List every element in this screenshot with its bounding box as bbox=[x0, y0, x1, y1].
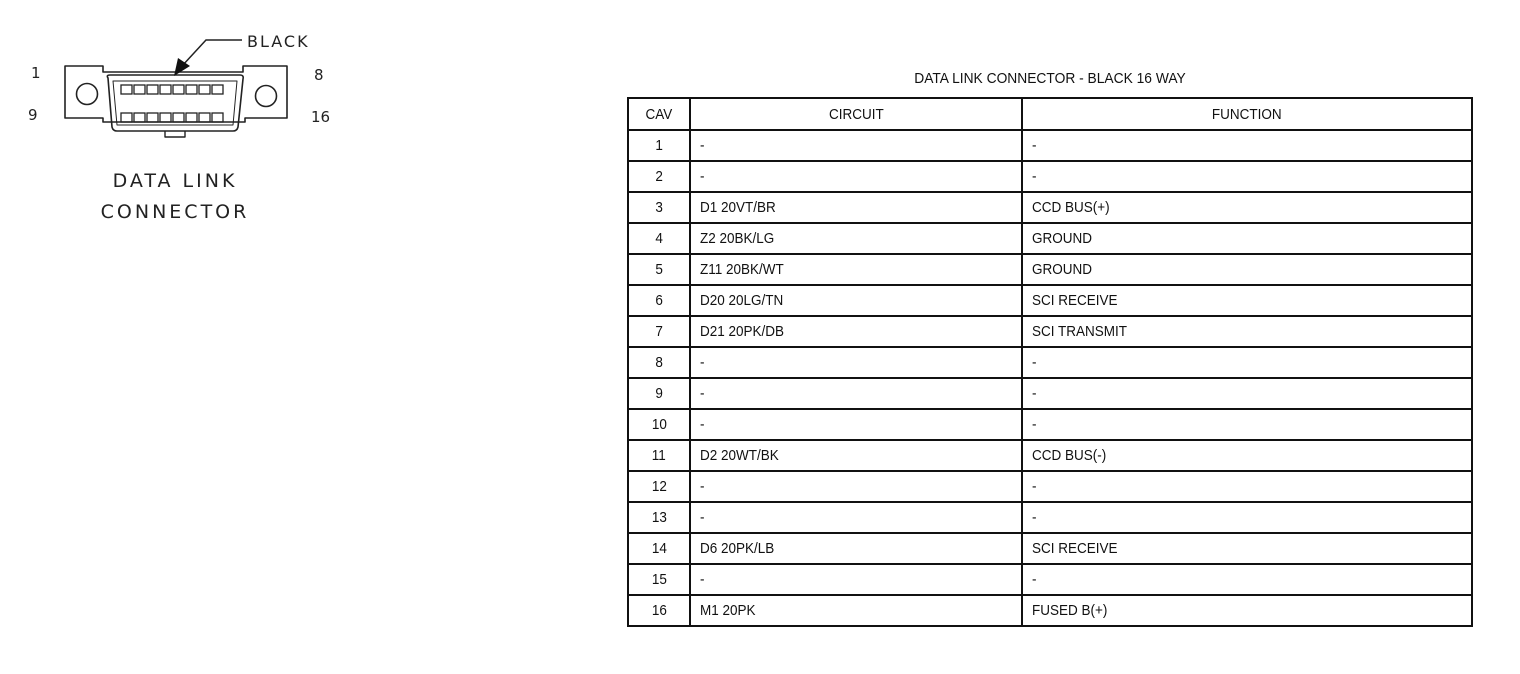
circuit-value: Z2 20BK/LG bbox=[700, 230, 775, 247]
table-row bbox=[628, 533, 1472, 564]
header-function bbox=[1022, 98, 1472, 130]
cell-circuit bbox=[690, 347, 1022, 378]
cell-function bbox=[1022, 440, 1472, 471]
caption-line: CONNECTOR bbox=[100, 201, 250, 223]
cell-cav bbox=[628, 347, 690, 378]
cell-circuit bbox=[690, 533, 1022, 564]
cav-value: 7 bbox=[655, 323, 663, 340]
table-row bbox=[628, 161, 1472, 192]
cell-function bbox=[1022, 161, 1472, 192]
cav-value: 3 bbox=[655, 199, 663, 216]
cell-cav bbox=[628, 161, 690, 192]
cav-value: 13 bbox=[651, 509, 667, 526]
table-title: DATA LINK CONNECTOR - BLACK 16 WAY bbox=[914, 70, 1186, 87]
cav-value: 1 bbox=[655, 137, 663, 154]
circuit-value: D1 20VT/BR bbox=[700, 199, 776, 216]
function-value: - bbox=[1032, 137, 1037, 154]
caption-line: DATA LINK bbox=[112, 170, 238, 192]
table-row bbox=[628, 223, 1472, 254]
cav-value: 8 bbox=[655, 354, 663, 371]
function-value: SCI RECEIVE bbox=[1032, 292, 1118, 309]
function-value: - bbox=[1032, 416, 1037, 433]
circuit-value: - bbox=[700, 571, 705, 588]
cell-function bbox=[1022, 595, 1472, 626]
circuit-value: - bbox=[700, 509, 705, 526]
cell-function bbox=[1022, 254, 1472, 285]
cell-circuit bbox=[690, 564, 1022, 595]
cell-cav bbox=[628, 316, 690, 347]
cell-circuit bbox=[690, 502, 1022, 533]
top-pin-row bbox=[121, 85, 223, 94]
cell-circuit bbox=[690, 409, 1022, 440]
header-circuit bbox=[690, 98, 1022, 130]
cav-value: 6 bbox=[655, 292, 663, 309]
cell-circuit bbox=[690, 378, 1022, 409]
table-row bbox=[628, 471, 1472, 502]
black-leader-arrow bbox=[174, 40, 242, 76]
table-row bbox=[628, 130, 1472, 161]
table-row bbox=[628, 409, 1472, 440]
cell-cav bbox=[628, 440, 690, 471]
header-circuit-label: CIRCUIT bbox=[828, 105, 884, 123]
function-value: - bbox=[1032, 509, 1037, 526]
cell-function bbox=[1022, 533, 1472, 564]
pin-label-top-right: 8 bbox=[314, 66, 324, 84]
left-mounting-hole bbox=[77, 84, 98, 105]
cav-value: 10 bbox=[651, 416, 667, 433]
cell-function bbox=[1022, 130, 1472, 161]
cell-function bbox=[1022, 347, 1472, 378]
circuit-value: - bbox=[700, 385, 705, 402]
circuit-value: - bbox=[700, 416, 705, 433]
connector-color-label: BLACK bbox=[247, 32, 310, 51]
table-header-row bbox=[628, 98, 1472, 130]
cell-circuit bbox=[690, 130, 1022, 161]
function-value: GROUND bbox=[1032, 261, 1093, 278]
header-cav-label: CAV bbox=[645, 105, 673, 123]
cell-cav bbox=[628, 192, 690, 223]
cell-circuit bbox=[690, 595, 1022, 626]
circuit-value: D20 20LG/TN bbox=[700, 292, 784, 309]
circuit-value: - bbox=[700, 168, 705, 185]
header-function-label: FUNCTION bbox=[1212, 105, 1282, 123]
pin-label-top-left: 1 bbox=[31, 64, 41, 82]
table-row bbox=[628, 440, 1472, 471]
circuit-value: D6 20PK/LB bbox=[700, 540, 775, 557]
pin-label-bottom-left: 9 bbox=[28, 106, 38, 124]
bottom-pin-row bbox=[121, 113, 223, 122]
cav-value: 12 bbox=[651, 478, 667, 495]
cav-value: 16 bbox=[651, 602, 667, 619]
table-row bbox=[628, 347, 1472, 378]
right-mounting-hole bbox=[256, 86, 277, 107]
table-row bbox=[628, 254, 1472, 285]
cell-function bbox=[1022, 564, 1472, 595]
cell-cav bbox=[628, 471, 690, 502]
table-row bbox=[628, 316, 1472, 347]
circuit-value: M1 20PK bbox=[700, 602, 756, 619]
function-value: SCI RECEIVE bbox=[1032, 540, 1118, 557]
header-cav bbox=[628, 98, 690, 130]
circuit-value: - bbox=[700, 354, 705, 371]
table-row bbox=[628, 564, 1472, 595]
circuit-value: Z11 20BK/WT bbox=[700, 261, 784, 278]
cell-function bbox=[1022, 471, 1472, 502]
table-row bbox=[628, 502, 1472, 533]
cell-function bbox=[1022, 223, 1472, 254]
pinout-table bbox=[627, 97, 1473, 627]
cell-cav bbox=[628, 564, 690, 595]
circuit-value: D21 20PK/DB bbox=[700, 323, 785, 340]
cell-function bbox=[1022, 409, 1472, 440]
cav-value: 9 bbox=[655, 385, 663, 402]
function-value: FUSED B(+) bbox=[1032, 602, 1108, 619]
circuit-value: D2 20WT/BK bbox=[700, 447, 779, 464]
function-value: CCD BUS(-) bbox=[1032, 447, 1107, 464]
cell-circuit bbox=[690, 316, 1022, 347]
table-row bbox=[628, 285, 1472, 316]
cell-cav bbox=[628, 254, 690, 285]
function-value: CCD BUS(+) bbox=[1032, 199, 1110, 216]
function-value: - bbox=[1032, 168, 1037, 185]
cell-function bbox=[1022, 378, 1472, 409]
function-value: - bbox=[1032, 354, 1037, 371]
function-value: - bbox=[1032, 385, 1037, 402]
cell-cav bbox=[628, 502, 690, 533]
circuit-value: - bbox=[700, 137, 705, 154]
cell-function bbox=[1022, 192, 1472, 223]
function-value: - bbox=[1032, 571, 1037, 588]
cav-value: 2 bbox=[655, 168, 663, 185]
cell-circuit bbox=[690, 254, 1022, 285]
cell-circuit bbox=[690, 440, 1022, 471]
cell-cav bbox=[628, 595, 690, 626]
cell-cav bbox=[628, 285, 690, 316]
function-value: GROUND bbox=[1032, 230, 1093, 247]
cav-value: 4 bbox=[655, 230, 663, 247]
table-row bbox=[628, 192, 1472, 223]
circuit-value: - bbox=[700, 478, 705, 495]
cell-function bbox=[1022, 502, 1472, 533]
cav-value: 15 bbox=[651, 571, 667, 588]
cav-value: 11 bbox=[651, 447, 667, 464]
cell-circuit bbox=[690, 285, 1022, 316]
function-value: SCI TRANSMIT bbox=[1032, 323, 1128, 340]
cell-cav bbox=[628, 130, 690, 161]
table-row bbox=[628, 595, 1472, 626]
cell-cav bbox=[628, 533, 690, 564]
pin-label-bottom-right: 16 bbox=[311, 108, 331, 126]
cell-circuit bbox=[690, 471, 1022, 502]
cell-circuit bbox=[690, 223, 1022, 254]
cell-circuit bbox=[690, 192, 1022, 223]
cell-circuit bbox=[690, 161, 1022, 192]
cell-function bbox=[1022, 285, 1472, 316]
cell-function bbox=[1022, 316, 1472, 347]
cav-value: 5 bbox=[655, 261, 663, 278]
cell-cav bbox=[628, 223, 690, 254]
connector-caption bbox=[70, 166, 280, 228]
cell-cav bbox=[628, 409, 690, 440]
table-row bbox=[628, 378, 1472, 409]
cell-cav bbox=[628, 378, 690, 409]
function-value: - bbox=[1032, 478, 1037, 495]
cav-value: 14 bbox=[651, 540, 667, 557]
connector-illustration bbox=[0, 0, 360, 240]
